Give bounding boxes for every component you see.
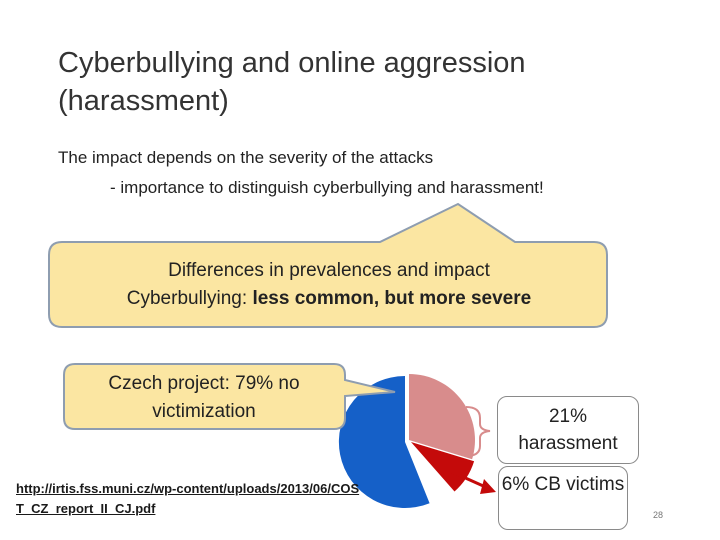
body-text-line-1: The impact depends on the severity of the attacks xyxy=(58,148,434,167)
prevalence-callout-text xyxy=(50,257,608,313)
harassment-label: 21% harassment xyxy=(497,396,639,464)
callout-line-2-bold: less common, but more severe xyxy=(252,288,532,309)
report-link[interactable]: http://irtis.fss.muni.cz/wp-content/uploads/2013/06/COST_CZ_report_II_CJ.pdf xyxy=(16,481,360,516)
slide-number: 28 xyxy=(653,510,664,520)
slide-title: Cyberbullying and online aggression (harassment) xyxy=(58,47,526,117)
arrowhead-cb-victims xyxy=(480,479,496,494)
callout-line-2 xyxy=(50,285,608,313)
callout-line-1: Differences in prevalences and impact xyxy=(168,260,490,281)
czech-callout-text: Czech project: 79% no victimization xyxy=(108,373,300,422)
body-text-line-2: - importance to distinguish cyberbullying and harassment! xyxy=(110,178,544,197)
cb-victims-label: 6% CB victims xyxy=(498,466,628,530)
callout-line-2-prefix: Cyberbullying: xyxy=(126,288,253,309)
